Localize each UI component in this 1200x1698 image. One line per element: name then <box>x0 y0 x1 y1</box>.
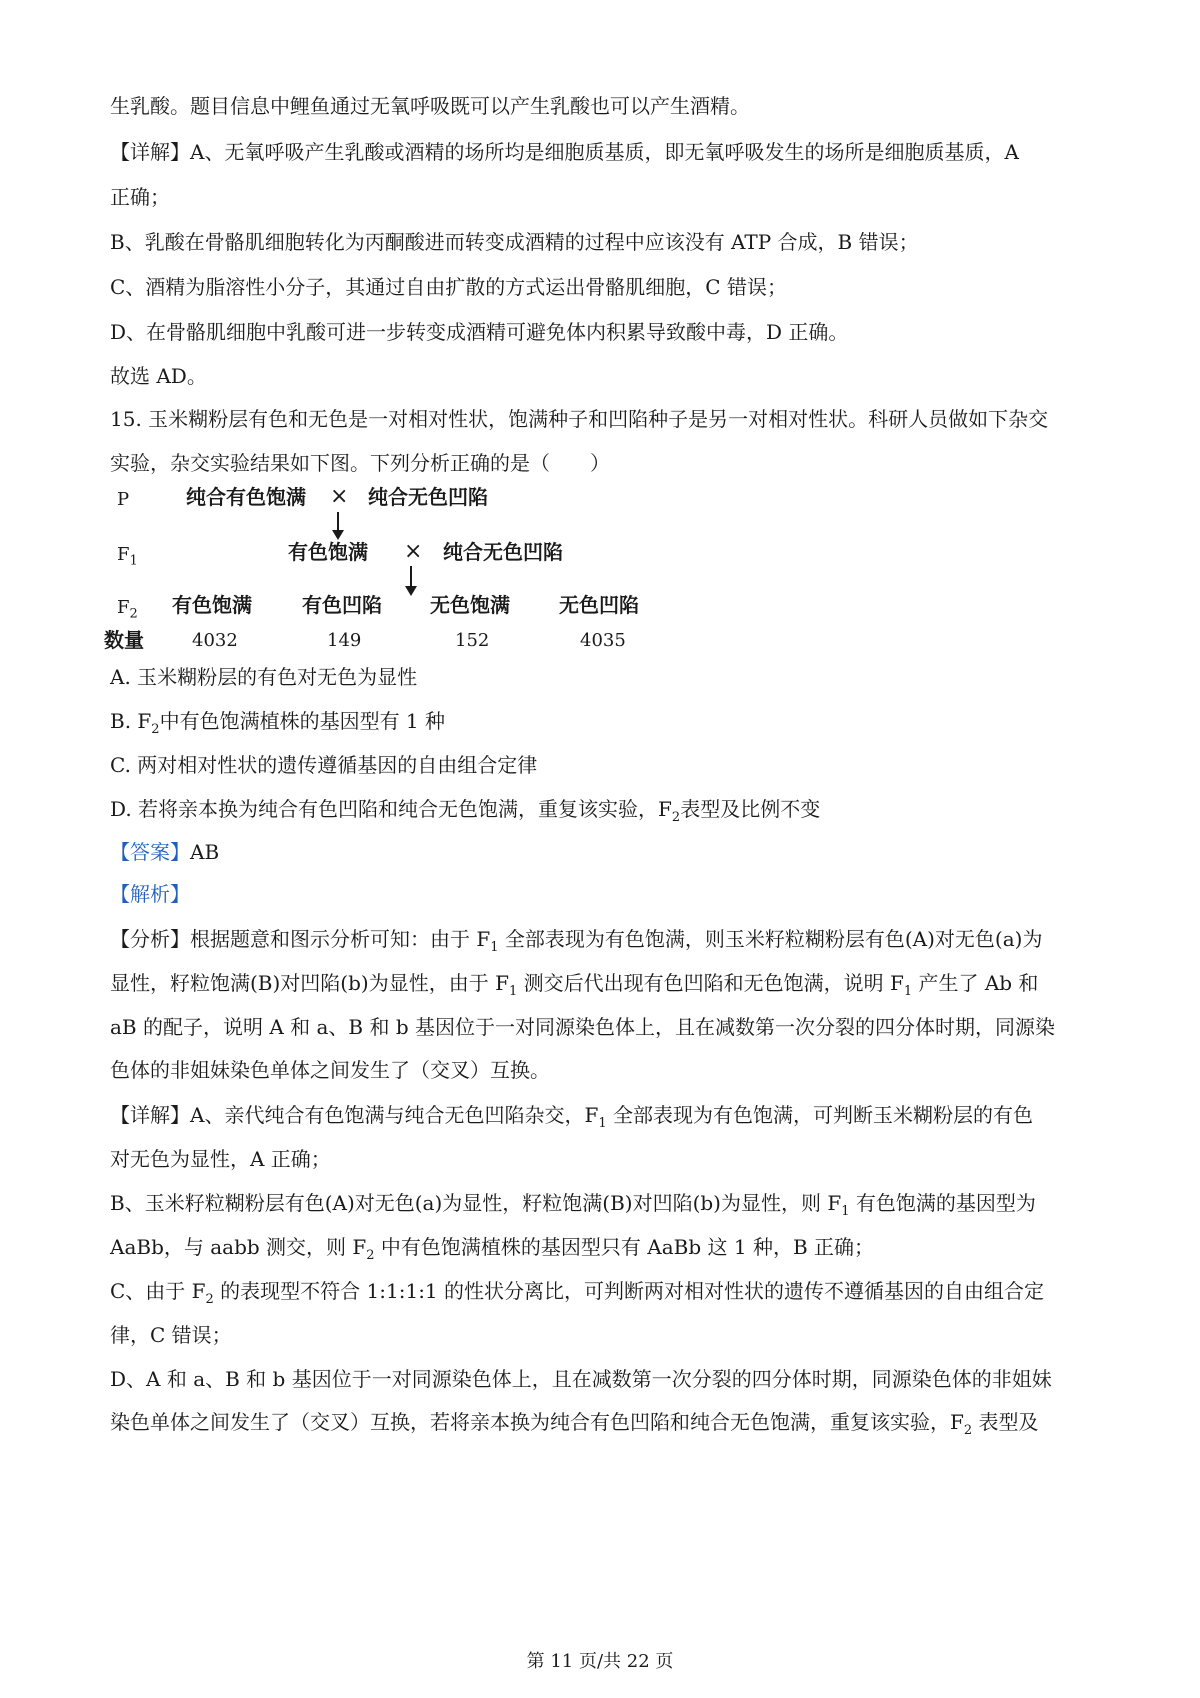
parent-1: 纯合有色饱满 <box>186 485 306 509</box>
detail-line: B、玉米籽粒糊粉层有色(A)对无色(a)为显性，籽粒饱满(B)对凹陷(b)为显性，则 $F_1$ 有色饱满的基因型为 <box>110 1191 1036 1219</box>
text-line: 正确； <box>110 185 170 209</box>
parent-2: 纯合无色凹陷 <box>368 485 488 509</box>
cross-symbol: × <box>404 539 423 564</box>
f2-count: 4032 <box>192 630 238 651</box>
f1-generation-label: $F_1$ <box>117 544 138 569</box>
detail-line: AaBb，与 aabb 测交，则 $F_2$ 中有色饱满植株的基因型只有 AaBb 这 1 种，B 正确； <box>110 1235 874 1263</box>
detail-line: D、A 和 a、B 和 b 基因位于一对同源染色体上，且在减数第一次分裂的四分体时期，同源染色体的非姐妹 <box>110 1367 1052 1391</box>
analysis-heading: 【解析】 <box>110 882 190 906</box>
text-line: D、在骨骼肌细胞中乳酸可进一步转变成酒精可避免体内积累导致酸中毒，D 正确。 <box>110 320 849 344</box>
question-stem: 15. 玉米糊粉层有色和无色是一对相对性状，饱满种子和凹陷种子是另一对相对性状。科研人员做如下杂交 <box>110 407 1049 431</box>
f2-generation-label: $F_2$ <box>117 597 138 622</box>
f2-count: 4035 <box>580 630 626 651</box>
down-arrow-icon <box>410 566 412 588</box>
detail-line: 对无色为显性，A 正确； <box>110 1147 331 1171</box>
text-line: 【详解】A、无氧呼吸产生乳酸或酒精的场所均是细胞质基质，即无氧呼吸发生的场所是细胞质基质，A <box>110 140 1019 164</box>
question-stem: 实验，杂交实验结果如下图。下列分析正确的是（ ） <box>110 451 610 475</box>
detail-line: 染色单体之间发生了（交叉）互换，若将亲本换为纯合有色凹陷和纯合无色饱满，重复该实验，$F_2$ 表型及 <box>110 1410 1039 1438</box>
f2-count: 152 <box>455 630 490 651</box>
analysis-line: aB 的配子，说明 A 和 a、B 和 b 基因位于一对同源染色体上，且在减数第一次分裂的四分体时期，同源染 <box>110 1015 1055 1039</box>
analysis-line: 色体的非姐妹染色单体之间发生了（交叉）互换。 <box>110 1058 550 1082</box>
option-b: B. $F_2$中有色饱满植株的基因型有 1 种 <box>110 709 446 737</box>
f1-individual: 有色饱满 <box>288 540 368 564</box>
p-generation-label: P <box>117 489 130 510</box>
detail-line: 律，C 错误； <box>110 1323 232 1347</box>
testcross-parent: 纯合无色凹陷 <box>443 540 563 564</box>
detail-line: 【详解】A、亲代纯合有色饱满与纯合无色凹陷杂交，$F_1$ 全部表现为有色饱满，可判断玉米糊粉层的有色 <box>110 1103 1033 1131</box>
count-label: 数量 <box>104 628 144 652</box>
option-d: D. 若将亲本换为纯合有色凹陷和纯合无色饱满，重复该实验，$F_2$表型及比例不变 <box>110 797 821 825</box>
cross-symbol: × <box>330 484 349 509</box>
text-line: 故选 AD。 <box>110 364 207 388</box>
option-a: A. 玉米糊粉层的有色对无色为显性 <box>110 665 418 689</box>
option-c: C. 两对相对性状的遗传遵循基因的自由组合定律 <box>110 753 538 777</box>
page-footer: 第 11 页/共 22 页 <box>526 1651 674 1672</box>
text-line: 生乳酸。题目信息中鲤鱼通过无氧呼吸既可以产生乳酸也可以产生酒精。 <box>110 94 750 118</box>
f2-phenotype: 有色饱满 <box>172 593 252 617</box>
analysis-line: 【分析】根据题意和图示分析可知：由于 $F_1$ 全部表现为有色饱满，则玉米籽粒糊粉层有色(A)对无色(a)为 <box>110 927 1043 955</box>
text-line: B、乳酸在骨骼肌细胞转化为丙酮酸进而转变成酒精的过程中应该没有 ATP 合成，B 错误； <box>110 230 919 254</box>
detail-line: C、由于 $F_2$ 的表现型不符合 1:1:1:1 的性状分离比，可判断两对相对性状的遗传不遵循基因的自由组合定 <box>110 1279 1045 1307</box>
analysis-line: 显性，籽粒饱满(B)对凹陷(b)为显性，由于 $F_1$ 测交后代出现有色凹陷和无色饱满，说明 $F_1$ 产生了 Ab 和 <box>110 971 1039 999</box>
text-line: C、酒精为脂溶性小分子，其通过自由扩散的方式运出骨骼肌细胞，C 错误； <box>110 275 787 299</box>
down-arrow-icon <box>337 512 339 532</box>
f2-phenotype: 有色凹陷 <box>302 593 382 617</box>
f2-phenotype: 无色凹陷 <box>559 593 639 617</box>
f2-phenotype: 无色饱满 <box>430 593 510 617</box>
answer-line: 【答案】AB <box>110 840 220 864</box>
f2-count: 149 <box>327 630 362 651</box>
